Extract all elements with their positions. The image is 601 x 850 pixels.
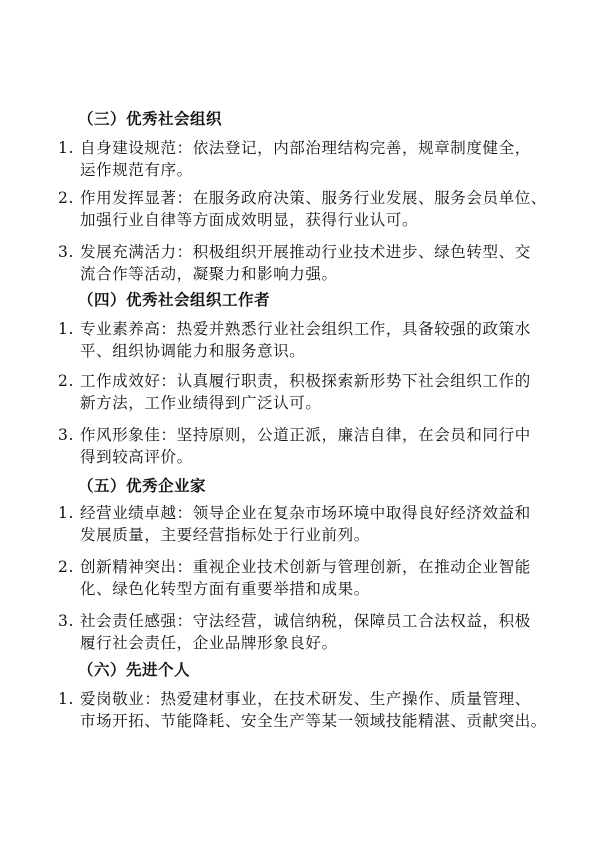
item-text-line1: 爱岗敬业：热爱建材事业，在技术研发、生产操作、质量管理、 — [80, 690, 531, 708]
item-number: 1. — [58, 139, 74, 157]
item-text-line1: 工作成效好：认真履行职责，积极探索新形势下社会组织工作的 — [80, 372, 531, 390]
list-item — [58, 688, 547, 732]
item-text-line1: 作风形象佳：坚持原则，公道正派，廉洁自律，在会员和同行中 — [80, 426, 531, 444]
list-item — [58, 318, 538, 362]
section-heading-3: （三）优秀社会组织 — [78, 110, 223, 128]
section-heading-5: （五）优秀企业家 — [78, 477, 207, 495]
list-item — [58, 187, 547, 231]
item-number: 2. — [58, 189, 74, 207]
section-heading-6: （六）先进个人 — [78, 661, 191, 679]
item-number: 2. — [58, 558, 74, 576]
item-text-line2: 新方法，工作业绩得到广泛认可。 — [80, 394, 322, 412]
item-text-line2: 平、组织协调能力和服务意识。 — [80, 342, 306, 360]
list-item — [58, 137, 538, 181]
item-text-line1: 专业素养高：热爱并熟悉行业社会组织工作，具备较强的政策水 — [80, 320, 531, 338]
list-item — [58, 556, 538, 600]
item-number: 1. — [58, 690, 74, 708]
list-item — [58, 502, 538, 546]
item-text-line2: 市场开拓、节能降耗、安全生产等某一领域技能精湛、贡献突出。 — [80, 712, 547, 730]
item-number: 1. — [58, 320, 74, 338]
item-number: 1. — [58, 504, 74, 522]
item-text-line2: 发展质量，主要经营指标处于行业前列。 — [80, 526, 370, 544]
item-text-line1: 社会责任感强：守法经营，诚信纳税，保障员工合法权益，积极 — [80, 612, 531, 630]
item-text-line1: 创新精神突出：重视企业技术创新与管理创新，在推动企业智能 — [80, 558, 531, 576]
item-text-line2: 运作规范有序。 — [80, 161, 193, 179]
section-heading-4: （四）优秀社会组织工作者 — [78, 291, 271, 309]
item-text-line2: 化、绿色化转型方面有重要举措和成果。 — [80, 580, 370, 598]
item-number: 3. — [58, 426, 74, 444]
item-text-line1: 发展充满活力：积极组织开展推动行业技术进步、绿色转型、交 — [80, 243, 531, 261]
item-number: 3. — [58, 612, 74, 630]
list-item — [58, 610, 538, 654]
item-text-line2: 得到较高评价。 — [80, 448, 193, 466]
item-number: 2. — [58, 372, 74, 390]
item-number: 3. — [58, 243, 74, 261]
list-item — [58, 241, 538, 285]
item-text-line2: 履行社会责任，企业品牌形象良好。 — [80, 634, 338, 652]
item-text-line2: 加强行业自律等方面成效明显，获得行业认可。 — [80, 211, 419, 229]
list-item — [58, 424, 538, 468]
item-text-line1: 作用发挥显著：在服务政府决策、服务行业发展、服务会员单位、 — [80, 189, 547, 207]
list-item — [58, 370, 538, 414]
item-text-line1: 自身建设规范：依法登记，内部治理结构完善，规章制度健全， — [80, 139, 531, 157]
item-text-line2: 流合作等活动，凝聚力和影响力强。 — [80, 265, 338, 283]
item-text-line1: 经营业绩卓越：领导企业在复杂市场环境中取得良好经济效益和 — [80, 504, 531, 522]
